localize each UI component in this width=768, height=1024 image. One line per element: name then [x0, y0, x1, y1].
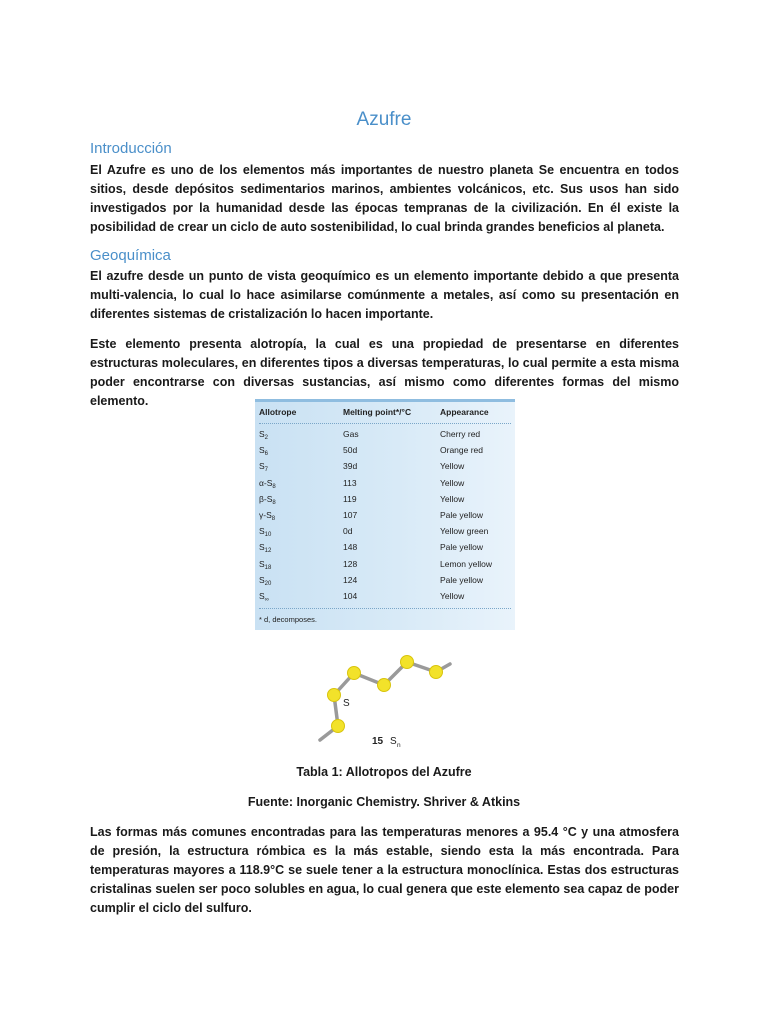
- allotrope-cell: [259, 510, 275, 522]
- allotrope-subscript: 18: [264, 564, 272, 571]
- sulfur-atom: [401, 656, 414, 669]
- melting-point-cell: 124: [343, 574, 358, 585]
- allotropes-table: [255, 399, 515, 630]
- appearance-cell: Orange red: [440, 445, 483, 456]
- sulfur-atom: [348, 667, 361, 680]
- appearance-cell: Lemon yellow: [440, 558, 492, 569]
- allotrope-base: S: [259, 445, 265, 456]
- allotrope-cell: [259, 526, 271, 538]
- allotrope-subscript: 8: [272, 483, 276, 490]
- melting-point-cell: 107: [343, 510, 358, 520]
- allotrope-cell: [259, 542, 271, 554]
- figure-formula: S: [390, 736, 397, 747]
- table-row: [255, 429, 515, 445]
- allotrope-cell: [259, 575, 271, 587]
- sulfur-atom: [332, 720, 345, 733]
- melting-point-cell: 148: [343, 542, 358, 553]
- sulfur-atom: [328, 689, 341, 702]
- paragraph-geoquimica-2: Este elemento presenta alotropía, la cual es una propiedad de presentarse en diferentes estructuras moleculares, en diferentes tipos a diversas temperaturas, lo cual permite a esta misma poder encontrarse con diversas sustancias, así mismo como diferentes formas del mismo elemento.: [90, 337, 679, 408]
- sulfur-atom: [378, 679, 391, 692]
- appearance-cell: Cherry red: [440, 429, 481, 439]
- allotrope-base: S: [259, 461, 265, 472]
- paragraph-introduccion: El Azufre es uno de los elementos más importantes de nuestro planeta Se encuentra en todos sitios, desde depósitos sedimentarios marinos, ambientes volcánicos, etc. Sus usos han sido investigados por la humanidad desde las épocas tempranas de la civilización. En él existe la posibilidad de crear un ciclo de auto sostenibilidad, lo cual brinda grandes beneficios al planeta.: [90, 163, 679, 234]
- sulfur-atom: [430, 666, 443, 679]
- allotrope-cell: [259, 461, 268, 473]
- allotrope-subscript: 2: [264, 435, 269, 441]
- page-title: Azufre: [356, 109, 412, 130]
- melting-point-cell: 39d: [343, 461, 358, 472]
- melting-point-cell: 128: [343, 558, 358, 569]
- header-allotrope: Allotrope: [259, 407, 297, 417]
- header-appearance: Appearance: [440, 407, 489, 417]
- allotrope-cell: [259, 559, 271, 571]
- allotrope-cell: [259, 445, 268, 457]
- allotrope-base: S: [259, 574, 265, 585]
- table-row: [255, 575, 515, 591]
- allotrope-subscript: 8: [271, 516, 276, 522]
- allotrope-base: S: [259, 526, 265, 537]
- allotrope-prefix: γ-: [259, 510, 267, 520]
- allotrope-cell: [259, 494, 276, 506]
- heading-geoquimica: Geoquímica: [90, 247, 171, 264]
- melting-point-cell: 104: [343, 591, 358, 601]
- allotrope-cell: [259, 591, 269, 603]
- allotrope-base: S: [259, 591, 265, 601]
- allotrope-prefix: α-: [259, 477, 267, 488]
- table-row: [255, 591, 515, 607]
- table-divider: [259, 423, 511, 424]
- appearance-cell: Yellow: [440, 461, 465, 472]
- allotrope-subscript: 8: [272, 499, 276, 506]
- allotrope-subscript: 6: [264, 451, 269, 458]
- appearance-cell: Yellow: [440, 477, 465, 488]
- figure-formula-subscript: n: [397, 742, 401, 749]
- table-source: Fuente: Inorganic Chemistry. Shriver & Atkins: [247, 795, 521, 809]
- melting-point-cell: Gas: [343, 429, 359, 439]
- figure-number: 15: [372, 736, 384, 747]
- allotrope-base: S: [266, 477, 273, 488]
- allotrope-cell: [259, 429, 268, 441]
- allotrope-subscript: 7: [264, 467, 269, 474]
- heading-introduccion: Introducción: [90, 140, 172, 157]
- table-row: [255, 510, 515, 526]
- table-row: [255, 526, 515, 542]
- table-row: [255, 494, 515, 510]
- sulfur-chain-figure: [310, 650, 460, 755]
- allotrope-subscript: 10: [264, 532, 272, 539]
- table-row: [255, 542, 515, 558]
- allotrope-base: S: [259, 542, 265, 553]
- appearance-cell: Yellow green: [440, 526, 489, 537]
- appearance-cell: Pale yellow: [440, 574, 483, 585]
- table-row: [255, 461, 515, 477]
- allotrope-prefix: β-: [259, 493, 267, 504]
- allotrope-base: S: [259, 429, 265, 439]
- appearance-cell: Pale yellow: [440, 510, 483, 520]
- paragraph-closing: Las formas más comunes encontradas para las temperaturas menores a 95.4 °C y una atmosfera de presión, la estructura rómbica es la más estable, siendo esta la más encontrada. Para temperaturas mayores a 118.9°C se suele tener a la estructura monoclínica. Estas dos estructuras cristalinas suelen ser poco solubles en agua, lo cual genera que este elemento sea capaz de poder cumplir el ciclo del sulfuro.: [90, 825, 679, 915]
- paragraph-geoquimica-1: El azufre desde un punto de vista geoquímico es un elemento importante debido a que presenta multi-valencia, lo cual lo hace asimilarse comúnmente a metales, así como su presentación en diferentes sistemas de cristalización lo hacen importante.: [90, 269, 679, 321]
- appearance-cell: Yellow: [440, 591, 465, 601]
- table-row: [255, 445, 515, 461]
- table-row: [255, 478, 515, 494]
- appearance-cell: Yellow: [440, 493, 465, 504]
- atom-label: S: [343, 698, 350, 709]
- allotrope-cell: [259, 478, 276, 490]
- table-note: * d, decomposes.: [259, 615, 317, 624]
- allotrope-subscript: ∞: [264, 597, 269, 603]
- allotrope-base: S: [259, 558, 265, 569]
- header-melting-point: Melting point*/°C: [343, 407, 412, 417]
- allotrope-subscript: 12: [264, 548, 272, 555]
- table-caption: Tabla 1: Allotropos del Azufre: [296, 765, 472, 779]
- melting-point-cell: 119: [343, 493, 357, 504]
- allotrope-base: S: [266, 493, 273, 504]
- table-row: [255, 559, 515, 575]
- melting-point-cell: 0d: [343, 526, 353, 537]
- melting-point-cell: 113: [343, 477, 357, 488]
- melting-point-cell: 50d: [343, 445, 358, 456]
- allotrope-subscript: 20: [264, 580, 272, 587]
- allotrope-base: S: [266, 510, 272, 520]
- table-divider: [259, 608, 511, 609]
- appearance-cell: Pale yellow: [440, 542, 483, 553]
